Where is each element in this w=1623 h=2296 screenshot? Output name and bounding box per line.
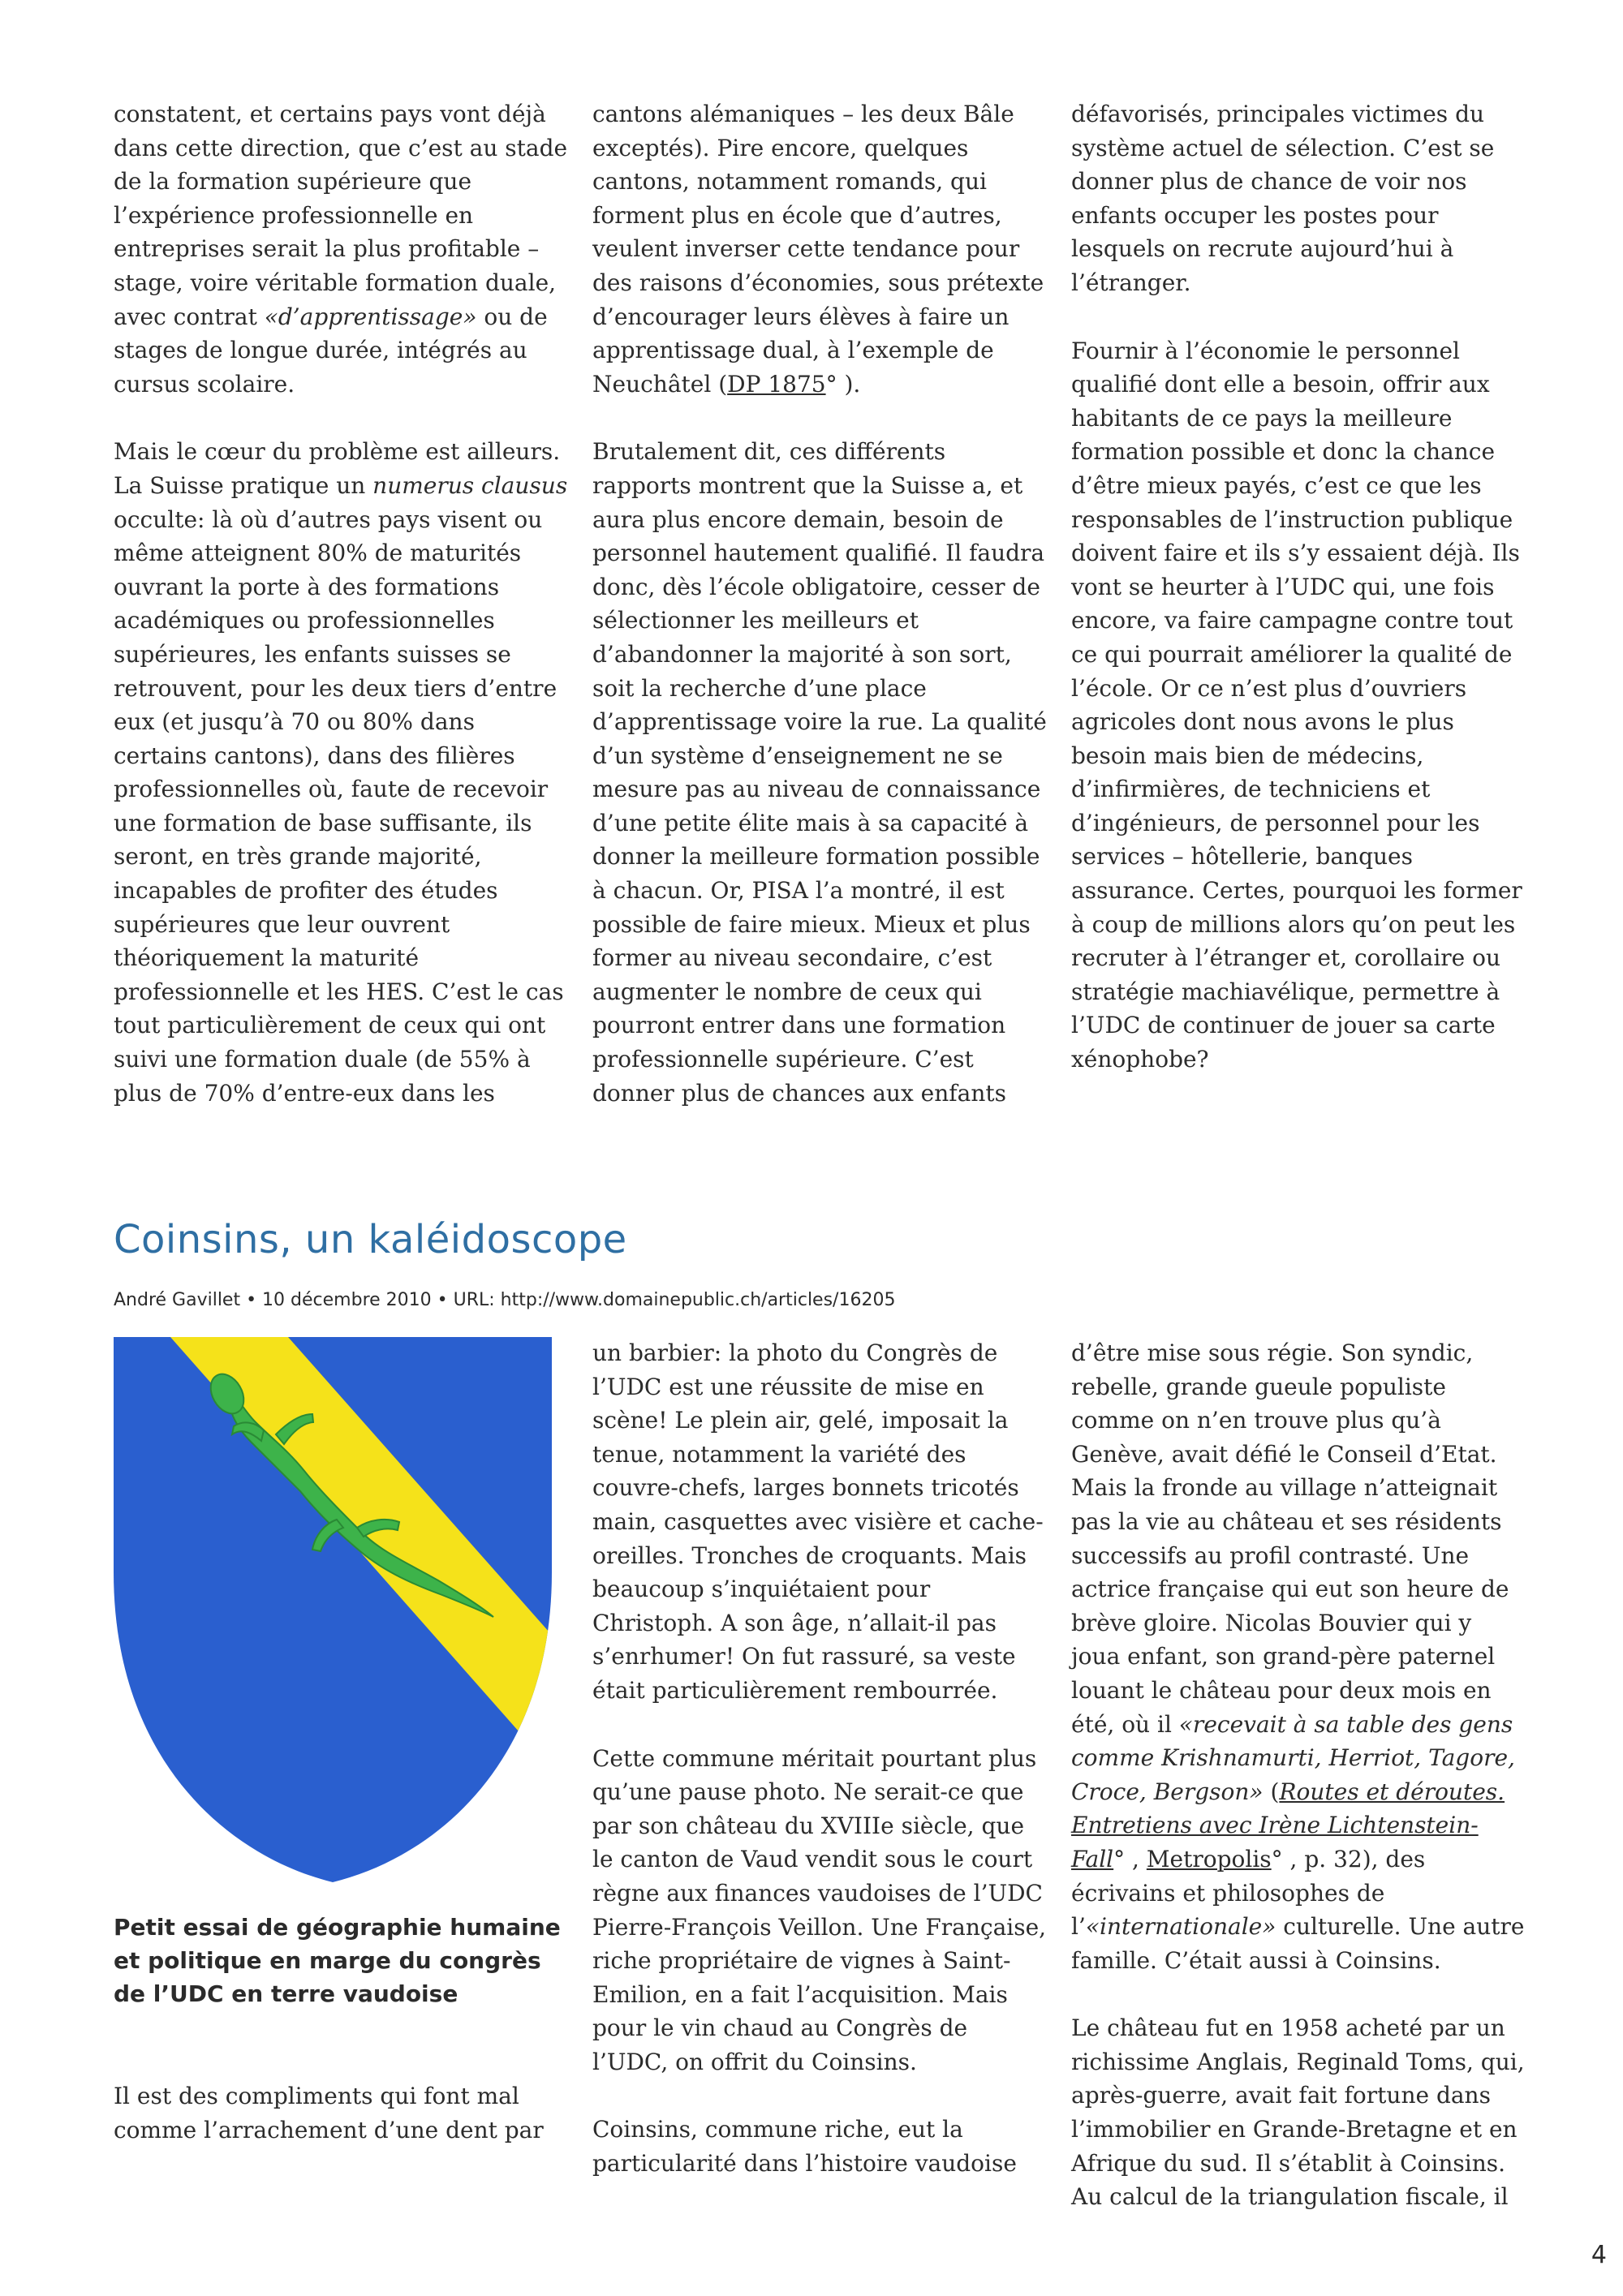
dp-1875-link[interactable]: DP 1875 <box>727 370 826 398</box>
text-column-top-2 <box>592 97 1047 1110</box>
text-column-bottom-3 <box>1071 1336 1526 2214</box>
paragraph: défavorisés, principales victimes du système actuel de sélection. C’est se donner plus de chance de voir nos enfants occuper les postes pour lesquels on recrute aujourd’hui à l’étranger. <box>1071 101 1495 296</box>
text-column-bottom-2 <box>592 1336 1047 2181</box>
paragraph: Le château fut en 1958 acheté par un richissime Anglais, Reginald Toms, qui, après-guerre, avait fait fortune dans l’immobilier en Grande-Bretagne et en Afrique du sud. Il s’établit à Coinsins. Au calcul de la triangulation fiscale, il <box>1071 2014 1525 2211</box>
article-lead: Petit essai de géographie humaine et politique en marge du congrès de l’UDC en terre vaudoise <box>114 1914 561 2007</box>
paragraph: Il est des compliments qui font mal comme l’arrachement d’une dent par <box>114 2083 544 2143</box>
paragraph: Mais le cœur du problème est ailleurs. La Suisse pratique un numerus clausus occulte: là où d’autres pays visent ou même atteignent 80% de maturités ouvrant la porte à des formations académiques ou professionnelles supérieures, les enfants suisses se retrouvent, pour les deux tiers d’entre eux (et jusqu’à 70 ou 80% dans certains cantons), dans des filières professionnelles où, faute de recevoir une formation de base suffisante, ils seront, en très grande majorité, incapables de profiter des études supérieures que leur ouvrent théoriquement la maturité professionnelle et les HES. C’est le cas tout particulièrement de ceux qui ont suivi une formation duale (de 55% à plus de 70% d’entre-eux dans les <box>114 438 568 1107</box>
paragraph: cantons alémaniques – les deux Bâle exceptés). Pire encore, quelques cantons, notamment romands, qui forment plus en école que d’autres, veulent inverser cette tendance pour des raisons d’économies, sous prétexte d’encourager leurs élèves à faire un apprentissage dual, à l’exemple de Neuchâtel (DP 1875° ). <box>592 101 1044 398</box>
text-column-top-1 <box>114 97 568 1110</box>
paragraph: Brutalement dit, ces différents rapports montrent que la Suisse a, et aura plus encore demain, besoin de personnel hautement qualifié. Il faudra donc, dès l’école obligatoire, cesser de sélectionner les meilleurs et d’abandonner la majorité à son sort, soit la recherche d’une place d’apprentissage voire la rue. La qualité d’un système d’enseignement ne se mesure pas au niveau de connaissance d’une petite élite mais à sa capacité à donner la meilleure formation possible à chacun. Or, PISA l’a montré, il est possible de faire mieux. Mieux et plus former au niveau secondaire, c’est augmenter le nombre de ceux qui pourront entrer dans une formation professionnelle supérieure. C’est donner plus de chances aux enfants <box>592 438 1047 1107</box>
page-number: 4 <box>1591 2241 1607 2269</box>
paragraph: Fournir à l’économie le personnel qualifié dont elle a besoin, offrir aux habitants de ce pays la meilleure formation possible et donc la chance d’être mieux payés, c’est ce que les responsables de l’instruction publique doivent faire et ils s’y essaient déjà. Ils vont se heurter à l’UDC qui, une fois encore, va faire campagne contre tout ce qui pourrait améliorer la qualité de l’école. Or ce n’est plus d’ouvriers agricoles dont nous avons le plus besoin mais bien de médecins, d’infirmières, de techniciens et d’ingénieurs, de personnel pour les services – hôtellerie, banques assurance. Certes, pourquoi les former à coup de millions alors qu’on peut les recruter à l’étranger et, corollaire ou stratégie machiavélique, permettre à l’UDC de continuer de jouer sa carte xénophobe? <box>1071 337 1522 1073</box>
paragraph: Cette commune méritait pourtant plus qu’une pause photo. Ne serait-ce que par son château du XVIIIe siècle, que le canton de Vaud vendit sous le court règne aux finances vaudoises de l’UDC Pierre-François Veillon. Une Française, riche propriétaire de vignes à Saint-Emilion, en a fait l’acquisition. Mais pour le vin chaud au Congrès de l’UDC, on offrit du Coinsins. <box>592 1744 1047 2075</box>
paragraph: constatent, et certains pays vont déjà dans cette direction, que c’est au stade de la formation supérieure que l’expérience professionnelle en entreprises serait la plus profitable – stage, voire véritable formation duale, avec contrat «d’apprentissage» ou de stages de longue durée, intégrés au cursus scolaire. <box>114 101 568 398</box>
paragraph: Coinsins, commune riche, eut la particularité dans l’histoire vaudoise <box>592 2116 1017 2178</box>
article-title: Coinsins, un kaléidoscope <box>114 1217 627 1262</box>
coat-of-arms-lizard-icon <box>114 1337 552 1882</box>
text-column-top-3 <box>1071 97 1526 1077</box>
article-byline: André Gavillet • 10 décembre 2010 • URL: http://www.domainepublic.ch/articles/16205 <box>114 1290 896 1310</box>
routes-et-deroutes-link[interactable]: Routes et déroutes. Entretiens avec Irène Lichtenstein-Fall <box>1071 1778 1505 1872</box>
paragraph: d’être mise sous régie. Son syndic, rebelle, grande gueule populiste comme on n’en trouve plus qu’à Genève, avait défié le Conseil d’Etat. Mais la fronde au village n’atteignait pas la vie au château et ses résidents successifs au profil contrasté. Une actrice française qui eut son heure de brève gloire. Nicolas Bouvier qui y joua enfant, son grand-père paternel louant le château pour deux mois en été, où il «recevait à sa table des gens comme Krishnamurti, Herriot, Tagore, Croce, Bergson» (Routes et déroutes. Entretiens avec Irène Lichtenstein-Fall° , Metropolis° , p. 32), des écrivains et philosophes de l’«internationale» culturelle. Une autre famille. C’était aussi à Coinsins. <box>1071 1339 1525 1974</box>
text-column-bottom-1 <box>114 2079 568 2147</box>
metropolis-link[interactable]: Metropolis <box>1146 1845 1272 1872</box>
paragraph: un barbier: la photo du Congrès de l’UDC est une réussite de mise en scène! Le plein air, gelé, imposait la tenue, notamment la variété des couvre-chefs, larges bonnets tricotés main, casquettes avec visière et cache-oreilles. Tronches de croquants. Mais beaucoup s’inquiétaient pour Christoph. A son âge, n’allait-il pas s’enrhumer! On fut rassuré, sa veste était particulièrement rembourrée. <box>592 1339 1044 1704</box>
